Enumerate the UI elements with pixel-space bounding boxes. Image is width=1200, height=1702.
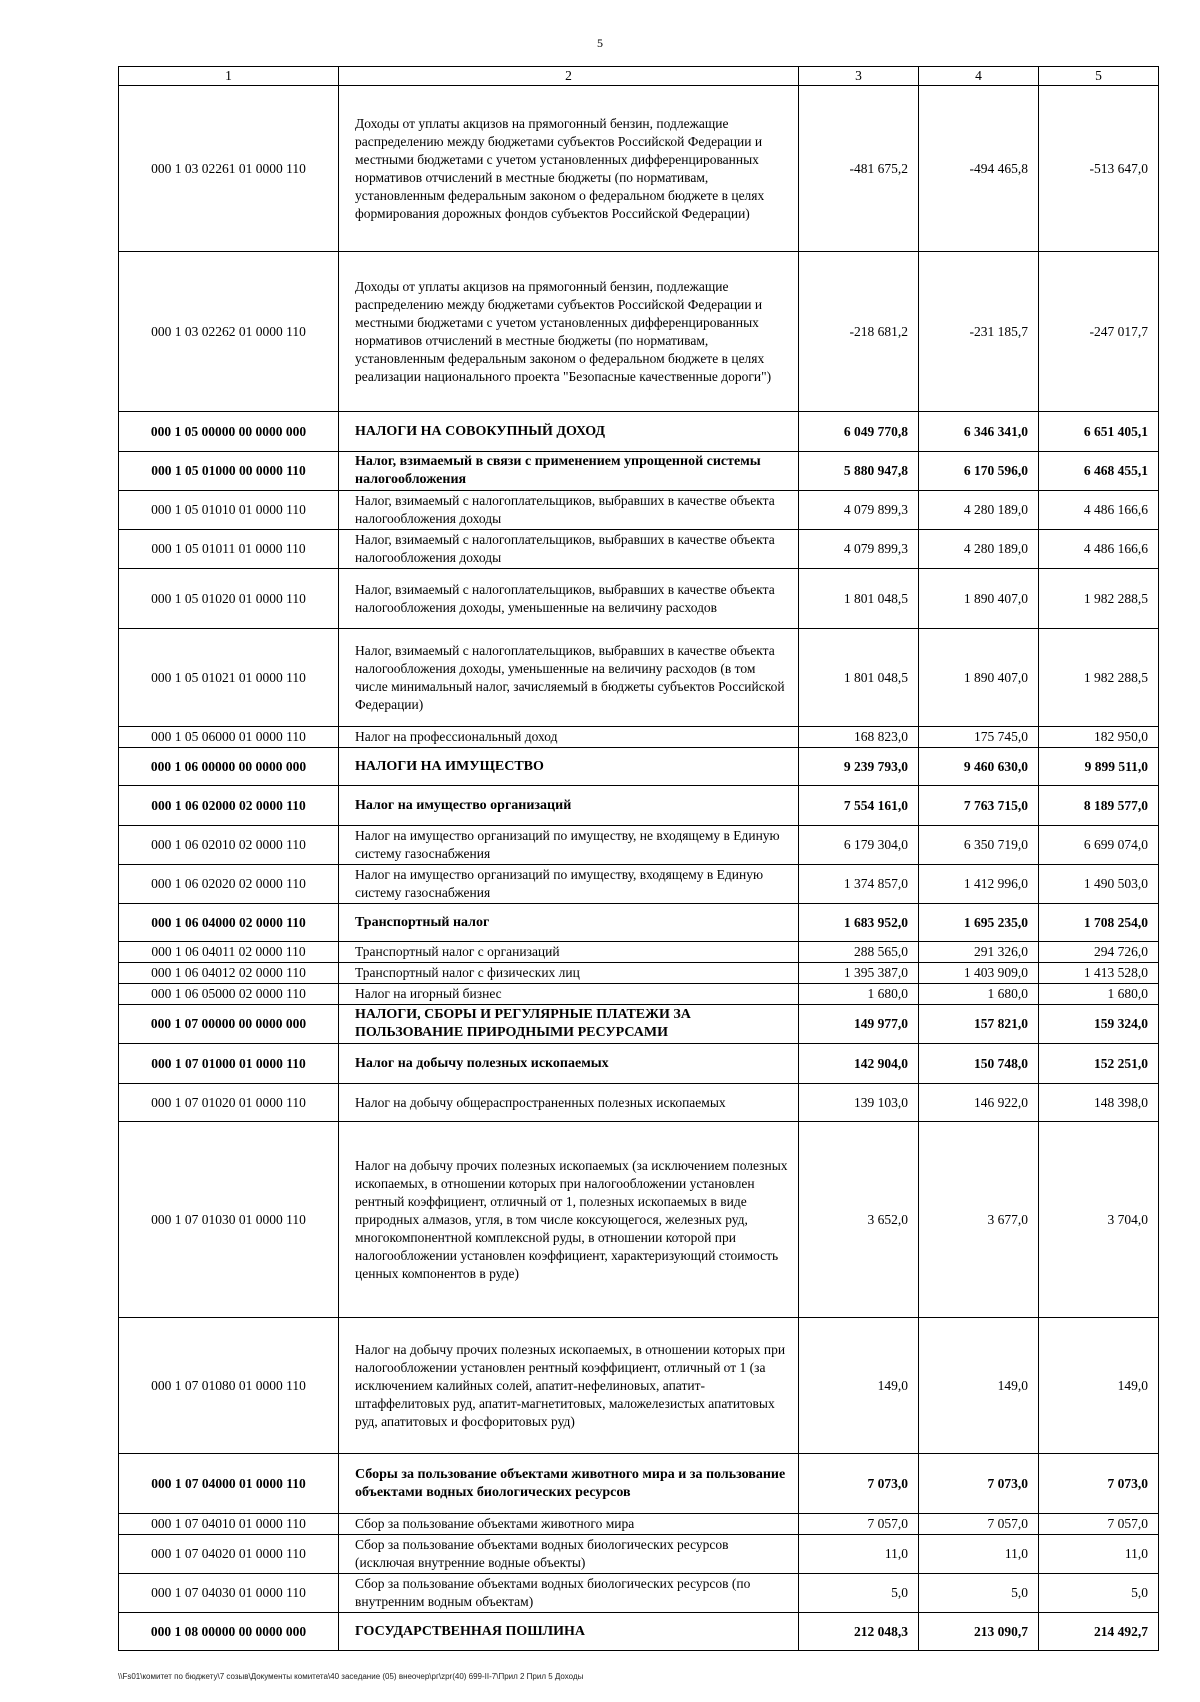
row-code-cell: 000 1 06 02010 02 0000 110: [119, 826, 339, 865]
row-value-2027-cell: 6 699 074,0: [1039, 826, 1159, 865]
row-name-cell: НАЛОГИ, СБОРЫ И РЕГУЛЯРНЫЕ ПЛАТЕЖИ ЗА ПОЛЬЗОВАНИЕ ПРИРОДНЫМИ РЕСУРСАМИ: [339, 1005, 799, 1044]
row-value-2027-cell: 6 468 455,1: [1039, 452, 1159, 491]
row-value-2025-cell: 149,0: [799, 1318, 919, 1454]
table-row: [119, 1044, 1159, 1084]
table-row: [119, 1574, 1159, 1613]
row-value-2027-cell: 6 651 405,1: [1039, 412, 1159, 452]
row-value-2025-cell: 7 554 161,0: [799, 786, 919, 826]
row-value-2026-cell: 150 748,0: [919, 1044, 1039, 1084]
row-code-cell: 000 1 06 02020 02 0000 110: [119, 865, 339, 904]
row-name-cell: Сбор за пользование объектами водных биологических ресурсов (по внутренним водным объектам): [339, 1574, 799, 1613]
row-value-2025-cell: 5 880 947,8: [799, 452, 919, 491]
row-code-cell: 000 1 05 06000 01 0000 110: [119, 727, 339, 748]
row-name-cell: Налог, взимаемый в связи с применением упрощенной системы налогообложения: [339, 452, 799, 491]
row-code-cell: 000 1 05 00000 00 0000 000: [119, 412, 339, 452]
row-name-cell: Налог на добычу общераспространенных полезных ископаемых: [339, 1084, 799, 1122]
row-value-2026-cell: 1 890 407,0: [919, 629, 1039, 727]
row-code-cell: 000 1 06 04012 02 0000 110: [119, 963, 339, 984]
row-name-cell: НАЛОГИ НА СОВОКУПНЫЙ ДОХОД: [339, 412, 799, 452]
row-value-2026-cell: 6 170 596,0: [919, 452, 1039, 491]
row-value-2026-cell: -494 465,8: [919, 86, 1039, 252]
row-value-2027-cell: 1 982 288,5: [1039, 629, 1159, 727]
row-value-2026-cell: 4 280 189,0: [919, 491, 1039, 530]
row-name-cell: Налог, взимаемый с налогоплательщиков, выбравших в качестве объекта налогообложения доходы, уменьшенные на величину расходов (в том числе минимальный налог, зачисляемый в бюджеты субъектов Российской Федерации): [339, 629, 799, 727]
row-value-2025-cell: 7 057,0: [799, 1514, 919, 1535]
row-value-2025-cell: -218 681,2: [799, 252, 919, 412]
row-value-2025-cell: 168 823,0: [799, 727, 919, 748]
row-value-2025-cell: 4 079 899,3: [799, 530, 919, 569]
row-value-2026-cell: 175 745,0: [919, 727, 1039, 748]
row-name-cell: Налог на имущество организаций по имуществу, входящему в Единую систему газоснабжения: [339, 865, 799, 904]
row-code-cell: 000 1 06 04000 02 0000 110: [119, 904, 339, 942]
table-row: [119, 727, 1159, 748]
row-value-2026-cell: 6 350 719,0: [919, 826, 1039, 865]
row-name-cell: Налог на имущество организаций: [339, 786, 799, 826]
header-col-3: 3: [799, 67, 919, 86]
table-row: [119, 629, 1159, 727]
row-value-2026-cell: 5,0: [919, 1574, 1039, 1613]
table-row: [119, 963, 1159, 984]
table-row: [119, 1514, 1159, 1535]
table-row: [119, 1454, 1159, 1514]
row-name-cell: Налог, взимаемый с налогоплательщиков, выбравших в качестве объекта налогообложения доходы: [339, 530, 799, 569]
row-code-cell: 000 1 07 01080 01 0000 110: [119, 1318, 339, 1454]
table-row: [119, 748, 1159, 786]
row-code-cell: 000 1 07 04030 01 0000 110: [119, 1574, 339, 1613]
table-row: [119, 942, 1159, 963]
row-code-cell: 000 1 03 02262 01 0000 110: [119, 252, 339, 412]
row-value-2027-cell: 7 073,0: [1039, 1454, 1159, 1514]
row-code-cell: 000 1 06 05000 02 0000 110: [119, 984, 339, 1005]
row-value-2025-cell: 1 374 857,0: [799, 865, 919, 904]
row-value-2025-cell: 1 801 048,5: [799, 629, 919, 727]
row-value-2025-cell: 1 801 048,5: [799, 569, 919, 629]
table-row: [119, 252, 1159, 412]
row-value-2026-cell: 6 346 341,0: [919, 412, 1039, 452]
row-code-cell: 000 1 06 00000 00 0000 000: [119, 748, 339, 786]
row-value-2027-cell: 1 490 503,0: [1039, 865, 1159, 904]
row-value-2027-cell: 1 708 254,0: [1039, 904, 1159, 942]
row-code-cell: 000 1 07 01000 01 0000 110: [119, 1044, 339, 1084]
row-name-cell: Транспортный налог: [339, 904, 799, 942]
row-value-2026-cell: 4 280 189,0: [919, 530, 1039, 569]
row-value-2025-cell: 1 683 952,0: [799, 904, 919, 942]
row-code-cell: 000 1 07 01030 01 0000 110: [119, 1122, 339, 1318]
row-value-2027-cell: 5,0: [1039, 1574, 1159, 1613]
row-value-2027-cell: 8 189 577,0: [1039, 786, 1159, 826]
row-code-cell: 000 1 07 01020 01 0000 110: [119, 1084, 339, 1122]
table-row: [119, 984, 1159, 1005]
row-value-2026-cell: 157 821,0: [919, 1005, 1039, 1044]
row-value-2026-cell: 7 073,0: [919, 1454, 1039, 1514]
row-value-2026-cell: 1 403 909,0: [919, 963, 1039, 984]
row-code-cell: 000 1 06 02000 02 0000 110: [119, 786, 339, 826]
row-value-2027-cell: 214 492,7: [1039, 1613, 1159, 1651]
row-code-cell: 000 1 06 04011 02 0000 110: [119, 942, 339, 963]
row-value-2027-cell: 152 251,0: [1039, 1044, 1159, 1084]
table-row: [119, 904, 1159, 942]
row-value-2027-cell: 294 726,0: [1039, 942, 1159, 963]
row-value-2027-cell: 11,0: [1039, 1535, 1159, 1574]
row-value-2025-cell: 5,0: [799, 1574, 919, 1613]
row-value-2025-cell: 9 239 793,0: [799, 748, 919, 786]
row-value-2026-cell: 3 677,0: [919, 1122, 1039, 1318]
row-name-cell: Транспортный налог с физических лиц: [339, 963, 799, 984]
row-value-2026-cell: 1 680,0: [919, 984, 1039, 1005]
table-body: [119, 86, 1159, 1651]
row-value-2026-cell: 7 763 715,0: [919, 786, 1039, 826]
header-col-5: 5: [1039, 67, 1159, 86]
row-value-2025-cell: 1 395 387,0: [799, 963, 919, 984]
row-name-cell: Сбор за пользование объектами водных биологических ресурсов (исключая внутренние водные объекты): [339, 1535, 799, 1574]
row-code-cell: 000 1 03 02261 01 0000 110: [119, 86, 339, 252]
row-name-cell: Налог, взимаемый с налогоплательщиков, выбравших в качестве объекта налогообложения доходы: [339, 491, 799, 530]
row-value-2027-cell: 148 398,0: [1039, 1084, 1159, 1122]
row-value-2026-cell: 213 090,7: [919, 1613, 1039, 1651]
row-value-2025-cell: 7 073,0: [799, 1454, 919, 1514]
row-code-cell: 000 1 05 01011 01 0000 110: [119, 530, 339, 569]
row-value-2025-cell: 4 079 899,3: [799, 491, 919, 530]
row-value-2025-cell: -481 675,2: [799, 86, 919, 252]
table-row: [119, 1318, 1159, 1454]
revenue-table-container: [118, 66, 1158, 1651]
table-row: [119, 786, 1159, 826]
row-name-cell: Налог на профессиональный доход: [339, 727, 799, 748]
header-col-4: 4: [919, 67, 1039, 86]
revenue-table: [118, 66, 1159, 1651]
row-value-2026-cell: -231 185,7: [919, 252, 1039, 412]
row-value-2027-cell: -247 017,7: [1039, 252, 1159, 412]
row-value-2025-cell: 11,0: [799, 1535, 919, 1574]
row-code-cell: 000 1 07 04010 01 0000 110: [119, 1514, 339, 1535]
row-code-cell: 000 1 05 01000 00 0000 110: [119, 452, 339, 491]
table-row: [119, 412, 1159, 452]
row-code-cell: 000 1 05 01021 01 0000 110: [119, 629, 339, 727]
row-name-cell: Доходы от уплаты акцизов на прямогонный бензин, подлежащие распределению между бюджетами субъектов Российской Федерации и местными бюджетами с учетом установленных дифференцированных нормативов отчислений в местные бюджеты (по нормативам, установленным федеральным законом о федеральном бюджете в целях реализации национального проекта "Безопасные качественные дороги"): [339, 252, 799, 412]
header-col-2: 2: [339, 67, 799, 86]
row-code-cell: 000 1 07 00000 00 0000 000: [119, 1005, 339, 1044]
row-name-cell: Транспортный налог с организаций: [339, 942, 799, 963]
page-number: 5: [597, 36, 603, 50]
row-name-cell: Доходы от уплаты акцизов на прямогонный бензин, подлежащие распределению между бюджетами субъектов Российской Федерации и местными бюджетами с учетом установленных дифференцированных нормативов отчислений в местные бюджеты (по нормативам, установленным федеральным законом о федеральном бюджете в целях формирования дорожных фондов субъектов Российской Федерации): [339, 86, 799, 252]
row-value-2026-cell: 1 412 996,0: [919, 865, 1039, 904]
row-name-cell: Налог на добычу прочих полезных ископаемых, в отношении которых при налогообложении установлен рентный коэффициент, отличный от 1 (за исключением калийных солей, апатит-нефелиновых, апатит-штаффелитовых руд, апатит-магнетитовых, маложелезистых апатитовых руд, апатитовых и фосфоритовых руд): [339, 1318, 799, 1454]
row-code-cell: 000 1 07 04020 01 0000 110: [119, 1535, 339, 1574]
row-value-2025-cell: 212 048,3: [799, 1613, 919, 1651]
row-value-2027-cell: 1 680,0: [1039, 984, 1159, 1005]
row-value-2025-cell: 6 049 770,8: [799, 412, 919, 452]
row-name-cell: Налог на добычу полезных ископаемых: [339, 1044, 799, 1084]
row-value-2026-cell: 1 695 235,0: [919, 904, 1039, 942]
row-value-2027-cell: 9 899 511,0: [1039, 748, 1159, 786]
row-value-2025-cell: 3 652,0: [799, 1122, 919, 1318]
row-code-cell: 000 1 07 04000 01 0000 110: [119, 1454, 339, 1514]
table-row: [119, 452, 1159, 491]
table-row: [119, 1122, 1159, 1318]
row-value-2025-cell: 149 977,0: [799, 1005, 919, 1044]
row-code-cell: 000 1 05 01010 01 0000 110: [119, 491, 339, 530]
row-value-2027-cell: 7 057,0: [1039, 1514, 1159, 1535]
row-value-2027-cell: 4 486 166,6: [1039, 530, 1159, 569]
footer-file-path: \\Fs01\комитет по бюджету\7 созыв\Документы комитета\40 заседание (05) внеочер\рг\zрr(40) 699-II-7\Прил 2 Прил 5 Доходы: [118, 1672, 584, 1681]
table-row: [119, 865, 1159, 904]
row-value-2025-cell: 288 565,0: [799, 942, 919, 963]
row-value-2025-cell: 139 103,0: [799, 1084, 919, 1122]
row-value-2027-cell: 4 486 166,6: [1039, 491, 1159, 530]
header-col-1: 1: [119, 67, 339, 86]
table-row: [119, 1084, 1159, 1122]
row-value-2025-cell: 142 904,0: [799, 1044, 919, 1084]
row-name-cell: Сборы за пользование объектами животного мира и за пользование объектами водных биологических ресурсов: [339, 1454, 799, 1514]
table-row: [119, 826, 1159, 865]
table-row: [119, 1005, 1159, 1044]
row-code-cell: 000 1 05 01020 01 0000 110: [119, 569, 339, 629]
row-value-2027-cell: 1 413 528,0: [1039, 963, 1159, 984]
row-value-2027-cell: 1 982 288,5: [1039, 569, 1159, 629]
row-name-cell: Налог на игорный бизнес: [339, 984, 799, 1005]
row-name-cell: НАЛОГИ НА ИМУЩЕСТВО: [339, 748, 799, 786]
row-value-2027-cell: 3 704,0: [1039, 1122, 1159, 1318]
row-value-2027-cell: -513 647,0: [1039, 86, 1159, 252]
row-value-2027-cell: 149,0: [1039, 1318, 1159, 1454]
table-row: [119, 491, 1159, 530]
row-value-2025-cell: 6 179 304,0: [799, 826, 919, 865]
row-name-cell: Сбор за пользование объектами животного мира: [339, 1514, 799, 1535]
table-row: [119, 86, 1159, 252]
table-row: [119, 569, 1159, 629]
row-value-2027-cell: 182 950,0: [1039, 727, 1159, 748]
table-header-row: [119, 67, 1159, 86]
row-name-cell: Налог на имущество организаций по имуществу, не входящему в Единую систему газоснабжения: [339, 826, 799, 865]
row-name-cell: Налог на добычу прочих полезных ископаемых (за исключением полезных ископаемых, в отношении которых при налогообложении установлен рентный коэффициент, отличный от 1, полезных ископаемых в виде природных алмазов, угля, в том числе коксующегося, железных руд, многокомпонентной комплексной руды, в отношении которой при налогообложении установлен коэффициент, характеризующий стоимость ценных компонентов в руде): [339, 1122, 799, 1318]
row-name-cell: ГОСУДАРСТВЕННАЯ ПОШЛИНА: [339, 1613, 799, 1651]
row-value-2026-cell: 9 460 630,0: [919, 748, 1039, 786]
row-value-2025-cell: 1 680,0: [799, 984, 919, 1005]
row-name-cell: Налог, взимаемый с налогоплательщиков, выбравших в качестве объекта налогообложения доходы, уменьшенные на величину расходов: [339, 569, 799, 629]
row-value-2027-cell: 159 324,0: [1039, 1005, 1159, 1044]
row-value-2026-cell: 149,0: [919, 1318, 1039, 1454]
row-value-2026-cell: 146 922,0: [919, 1084, 1039, 1122]
row-value-2026-cell: 7 057,0: [919, 1514, 1039, 1535]
row-value-2026-cell: 11,0: [919, 1535, 1039, 1574]
row-code-cell: 000 1 08 00000 00 0000 000: [119, 1613, 339, 1651]
row-value-2026-cell: 1 890 407,0: [919, 569, 1039, 629]
row-value-2026-cell: 291 326,0: [919, 942, 1039, 963]
table-row: [119, 1613, 1159, 1651]
table-row: [119, 530, 1159, 569]
table-row: [119, 1535, 1159, 1574]
